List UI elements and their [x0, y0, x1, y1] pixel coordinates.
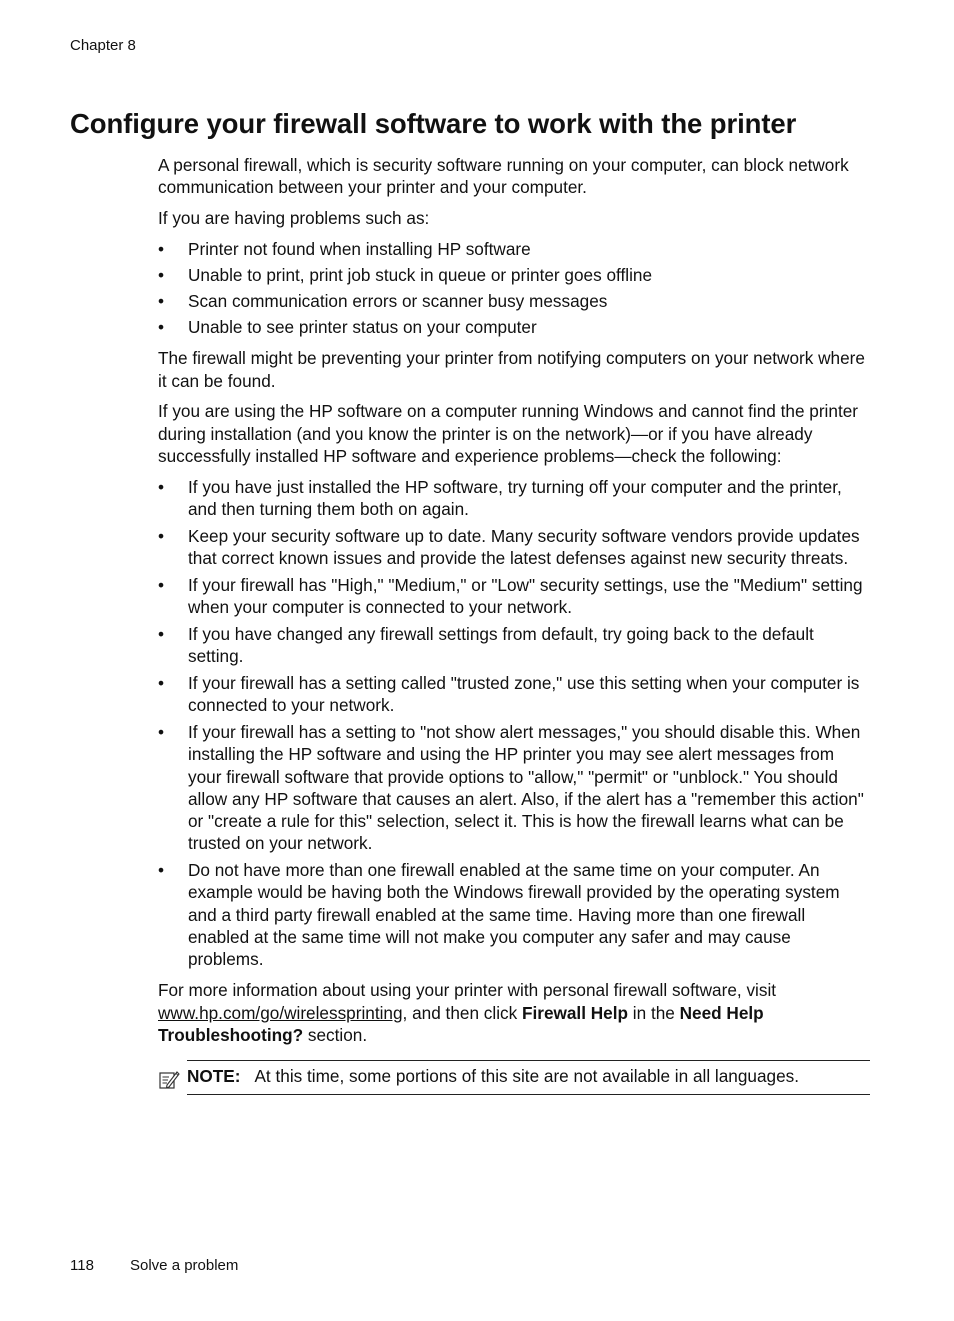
bullet-icon: • [158, 291, 165, 312]
list-item: • Keep your security software up to date. Many security software vendors provide updates that correct known issues and provide the latest defenses against new security threats. [158, 526, 860, 569]
bullet-icon: • [158, 673, 165, 693]
wireless-printing-link[interactable]: www.hp.com/go/wirelessprinting [158, 1002, 403, 1023]
bullet-icon: • [158, 317, 165, 338]
note-pencil-icon [158, 1069, 180, 1091]
more-info-paragraph: For more information about using your printer with personal firewall software, visit www.hp.com/go/wirelessprinting, and then click Firewall Help in the Need Help Troubleshooting? section. [158, 980, 777, 1045]
list-item: • If you have changed any firewall settings from default, try going back to the default setting. [158, 624, 814, 667]
list-item: • If your firewall has "High," "Medium," or "Low" security settings, use the "Medium" setting when your computer is connected to your network. [158, 575, 863, 618]
bullet-icon: • [158, 526, 165, 547]
list-item: • If your firewall has a setting to "not show alert messages," you should disable this. When installing the HP software and using the HP printer you may see alert messages from your firewall software that provide options to "allow," "permit" or "unblock." You should allow any HP software that causes an alert. Also, if the alert has a "remember this action" or "create a rule for this" selection, select it. This is how the firewall learns what can be trusted on your network. [158, 721, 864, 854]
problems-intro: If you are having problems such as: [158, 208, 430, 229]
page-title: Configure your firewall software to work with the printer [70, 108, 797, 139]
list-item: • Unable to see printer status on your computer [158, 317, 537, 338]
bullet-icon: • [158, 239, 165, 260]
bullet-icon: • [158, 575, 165, 596]
list-item: • Unable to print, print job stuck in queue or printer goes offline [158, 265, 653, 286]
bullet-icon: • [158, 721, 165, 742]
firewall-help-label: Firewall Help [521, 1002, 629, 1023]
bullet-icon: • [158, 860, 165, 881]
note-block [158, 1060, 870, 1094]
windows-paragraph: If you are using the HP software on a computer running Windows and cannot find the printer during installation (and you know the printer is on the network)—or if you have already successfully installed HP software and experience problems—check the following: [158, 401, 858, 467]
page-footer [70, 1257, 238, 1275]
note-label: NOTE: [187, 1066, 241, 1087]
list-item: • Scan communication errors or scanner busy messages [158, 291, 608, 312]
note-text: At this time, some portions of this site are not available in all languages. [254, 1066, 800, 1087]
chapter-header: Chapter 8 [70, 37, 136, 54]
firewall-paragraph: The firewall might be preventing your printer from notifying computers on your network where it can be found. [158, 348, 865, 391]
checks-list [158, 476, 870, 971]
note-box [187, 1060, 870, 1094]
bullet-icon: • [158, 624, 165, 645]
list-item: • If you have just installed the HP software, try turning off your computer and the printer, and then turning them both on again. [158, 477, 842, 520]
page-number: 118 [70, 1257, 94, 1274]
bullet-icon: • [158, 265, 165, 286]
list-item: • Printer not found when installing HP software [158, 239, 531, 260]
list-item: • Do not have more than one firewall enabled at the same time on your computer. An example would be having both the Windows firewall provided by the operating system and a third party firewall enabled at the same time. Having more than one firewall enabled at the same time will not make you computer any safer and may cause problems. [158, 860, 840, 970]
intro-paragraph: A personal firewall, which is security software running on your computer, can block network communication between your printer and your computer. [158, 155, 849, 198]
problems-list [158, 238, 870, 338]
need-help-label: Need Help Troubleshooting? [158, 1002, 764, 1045]
footer-section: Solve a problem [130, 1257, 239, 1274]
bullet-icon: • [158, 477, 165, 498]
page-body [158, 154, 870, 1095]
list-item: • If your firewall has a setting called "trusted zone," use this setting when your computer is connected to your network. [158, 673, 860, 716]
